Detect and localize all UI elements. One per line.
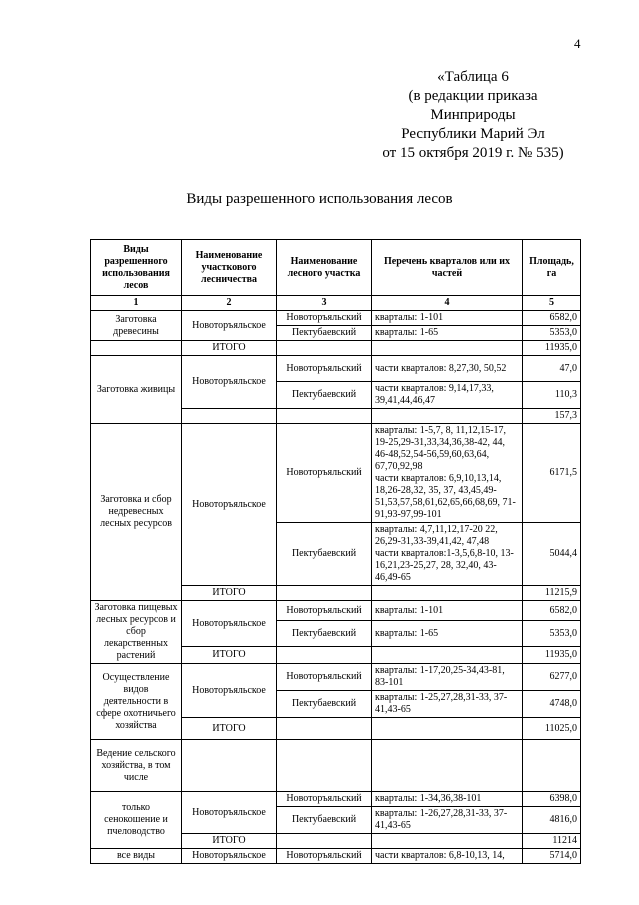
uchastok-cell: Новоторъяльский (277, 849, 372, 864)
kvartaly-cell: кварталы: 1-25,27,28,31-33, 37-41,43-65 (372, 691, 523, 718)
page-number: 4 (574, 36, 581, 51)
table-row (91, 849, 581, 864)
table-row (91, 664, 581, 691)
kvartaly-cell: части кварталов: 8,27,30, 50,52 (372, 356, 523, 382)
uchastok-cell: Новоторъяльский (277, 424, 372, 523)
table-row (91, 424, 581, 523)
forest-use-table (90, 239, 581, 864)
kvartaly-text: кварталы: 4,7,11,12,17-20 22, 26,29-31,33-39,41,42, 47,48 (375, 524, 498, 547)
empty-cell (372, 409, 523, 424)
col-header-lesnichestvo: Наименование участкового лесничества (182, 240, 277, 296)
empty-cell (182, 409, 277, 424)
uchastok-cell: Новоторъяльский (277, 356, 372, 382)
total-label: ИТОГО (182, 586, 277, 601)
area-cell: 4748,0 (523, 691, 581, 718)
area-cell: 6277,0 (523, 664, 581, 691)
lesnichestvo-cell: Новоторъяльское (182, 601, 277, 647)
area-cell: 47,0 (523, 356, 581, 382)
lesnichestvo-cell: Новоторъяльское (182, 356, 277, 409)
empty-cell (277, 718, 372, 740)
table-row (91, 740, 581, 792)
empty-cell (372, 586, 523, 601)
total-area: 11935,0 (523, 647, 581, 664)
empty-cell (523, 740, 581, 792)
empty-cell (372, 647, 523, 664)
lesnichestvo-cell: Новоторъяльское (182, 792, 277, 834)
kvartaly-cell: части кварталов: 9,14,17,33, 39,41,44,46,47 (372, 382, 523, 409)
use-type-cell: Заготовка и сбор недревесных лесных ресурсов (91, 424, 182, 601)
area-cell: 5044,4 (523, 523, 581, 586)
total-area: 11935,0 (523, 341, 581, 356)
total-row (91, 341, 581, 356)
kvartaly-cell: кварталы: 1-65 (372, 621, 523, 647)
kvartaly-cell (372, 424, 523, 523)
empty-cell (372, 834, 523, 849)
total-label: ИТОГО (182, 647, 277, 664)
order-line: (в редакции приказа (408, 88, 538, 104)
use-type-cell: Заготовка древесины (91, 311, 182, 341)
uchastok-cell: Новоторъяльский (277, 792, 372, 807)
empty-cell (277, 341, 372, 356)
col-number: 5 (523, 296, 581, 311)
col-number: 1 (91, 296, 182, 311)
kvartaly-cell: кварталы: 1-34,36,38-101 (372, 792, 523, 807)
kvartaly-cell: части кварталов: 6,8-10,13, 14, (372, 849, 523, 864)
area-cell: 6582,0 (523, 601, 581, 621)
kvartaly-cell: кварталы: 1-65 (372, 326, 523, 341)
table-row (91, 601, 581, 621)
kvartaly-cell (372, 523, 523, 586)
area-cell: 6582,0 (523, 311, 581, 326)
use-type-cell: Ведение сельского хозяйства, в том числе (91, 740, 182, 792)
kvartaly-cell: кварталы: 1-26,27,28,31-33, 37-41,43-65 (372, 807, 523, 834)
page-title: Виды разрешенного использования лесов (186, 191, 453, 207)
col-header-kvartaly: Перечень кварталов или их частей (372, 240, 523, 296)
empty-cell (277, 647, 372, 664)
col-number: 3 (277, 296, 372, 311)
area-cell: 6171,5 (523, 424, 581, 523)
empty-cell (277, 834, 372, 849)
uchastok-cell: Пектубаевский (277, 621, 372, 647)
col-header-use: Виды разрешенного использования лесов (91, 240, 182, 296)
area-cell: 6398,0 (523, 792, 581, 807)
kvartaly-parts-text: части кварталов: 6,9,10,13,14, 18,26-28,32, 35, 37, 43,45,49-51,53,57,58,61,62,65,66,68,69, 71-91,93-97,99-101 (375, 473, 516, 520)
use-type-cell: Заготовка пищевых лесных ресурсов и сбор лекарственных растений (91, 601, 182, 664)
empty-cell (91, 341, 182, 356)
use-type-cell: Заготовка живицы (91, 356, 182, 424)
total-area: 157,3 (523, 409, 581, 424)
order-line: Минприроды (430, 107, 516, 123)
empty-cell (277, 740, 372, 792)
kvartaly-cell: кварталы: 1-101 (372, 601, 523, 621)
table-row (91, 356, 581, 382)
total-area: 11025,0 (523, 718, 581, 740)
empty-cell (372, 740, 523, 792)
empty-cell (182, 740, 277, 792)
order-line: от 15 октября 2019 г. № 535) (382, 145, 564, 161)
order-line: «Таблица 6 (437, 69, 509, 85)
use-type-cell: только сенокошение и пчеловодство (91, 792, 182, 849)
total-label: ИТОГО (182, 834, 277, 849)
col-number: 4 (372, 296, 523, 311)
col-header-area: Площадь, га (523, 240, 581, 296)
total-area: 11214 (523, 834, 581, 849)
uchastok-cell: Новоторъяльский (277, 664, 372, 691)
kvartaly-parts-text: части кварталов:1-3,5,6,8-10, 13-16,21,23-25,27, 28, 32,40, 43-46,49-65 (375, 548, 514, 583)
order-reference (363, 68, 583, 163)
use-type-cell: Осуществление видов деятельности в сфере охотничьего хозяйства (91, 664, 182, 740)
uchastok-cell: Пектубаевский (277, 382, 372, 409)
table-row (91, 311, 581, 326)
order-line: Республики Марий Эл (401, 126, 545, 142)
lesnichestvo-cell: Новоторъяльское (182, 664, 277, 718)
uchastok-cell: Пектубаевский (277, 691, 372, 718)
col-number-row (91, 296, 581, 311)
area-cell: 5353,0 (523, 621, 581, 647)
table-row (91, 792, 581, 807)
area-cell: 110,3 (523, 382, 581, 409)
kvartaly-cell: кварталы: 1-101 (372, 311, 523, 326)
empty-cell (277, 409, 372, 424)
lesnichestvo-cell: Новоторъяльское (182, 311, 277, 341)
uchastok-cell: Новоторъяльский (277, 311, 372, 326)
area-cell: 4816,0 (523, 807, 581, 834)
uchastok-cell: Новоторъяльский (277, 601, 372, 621)
table-header-row (91, 240, 581, 296)
area-cell: 5714,0 (523, 849, 581, 864)
total-area: 11215,9 (523, 586, 581, 601)
total-label: ИТОГО (182, 341, 277, 356)
uchastok-cell: Пектубаевский (277, 807, 372, 834)
kvartaly-cell: кварталы: 1-17,20,25-34,43-81, 83-101 (372, 664, 523, 691)
col-number: 2 (182, 296, 277, 311)
kvartaly-text: кварталы: 1-5,7, 8, 11,12,15-17, 19-25,29-31,33,34,36,38-42, 44, 46-48,52,54-56,59,60,63,64, 67,70,92,98 (375, 425, 507, 472)
empty-cell (372, 341, 523, 356)
use-type-cell: все виды (91, 849, 182, 864)
empty-cell (277, 586, 372, 601)
col-header-uchastok: Наименование лесного участка (277, 240, 372, 296)
area-cell: 5353,0 (523, 326, 581, 341)
uchastok-cell: Пектубаевский (277, 326, 372, 341)
empty-cell (372, 718, 523, 740)
lesnichestvo-cell: Новоторъяльское (182, 849, 277, 864)
uchastok-cell: Пектубаевский (277, 523, 372, 586)
total-label: ИТОГО (182, 718, 277, 740)
lesnichestvo-cell: Новоторъяльское (182, 424, 277, 586)
